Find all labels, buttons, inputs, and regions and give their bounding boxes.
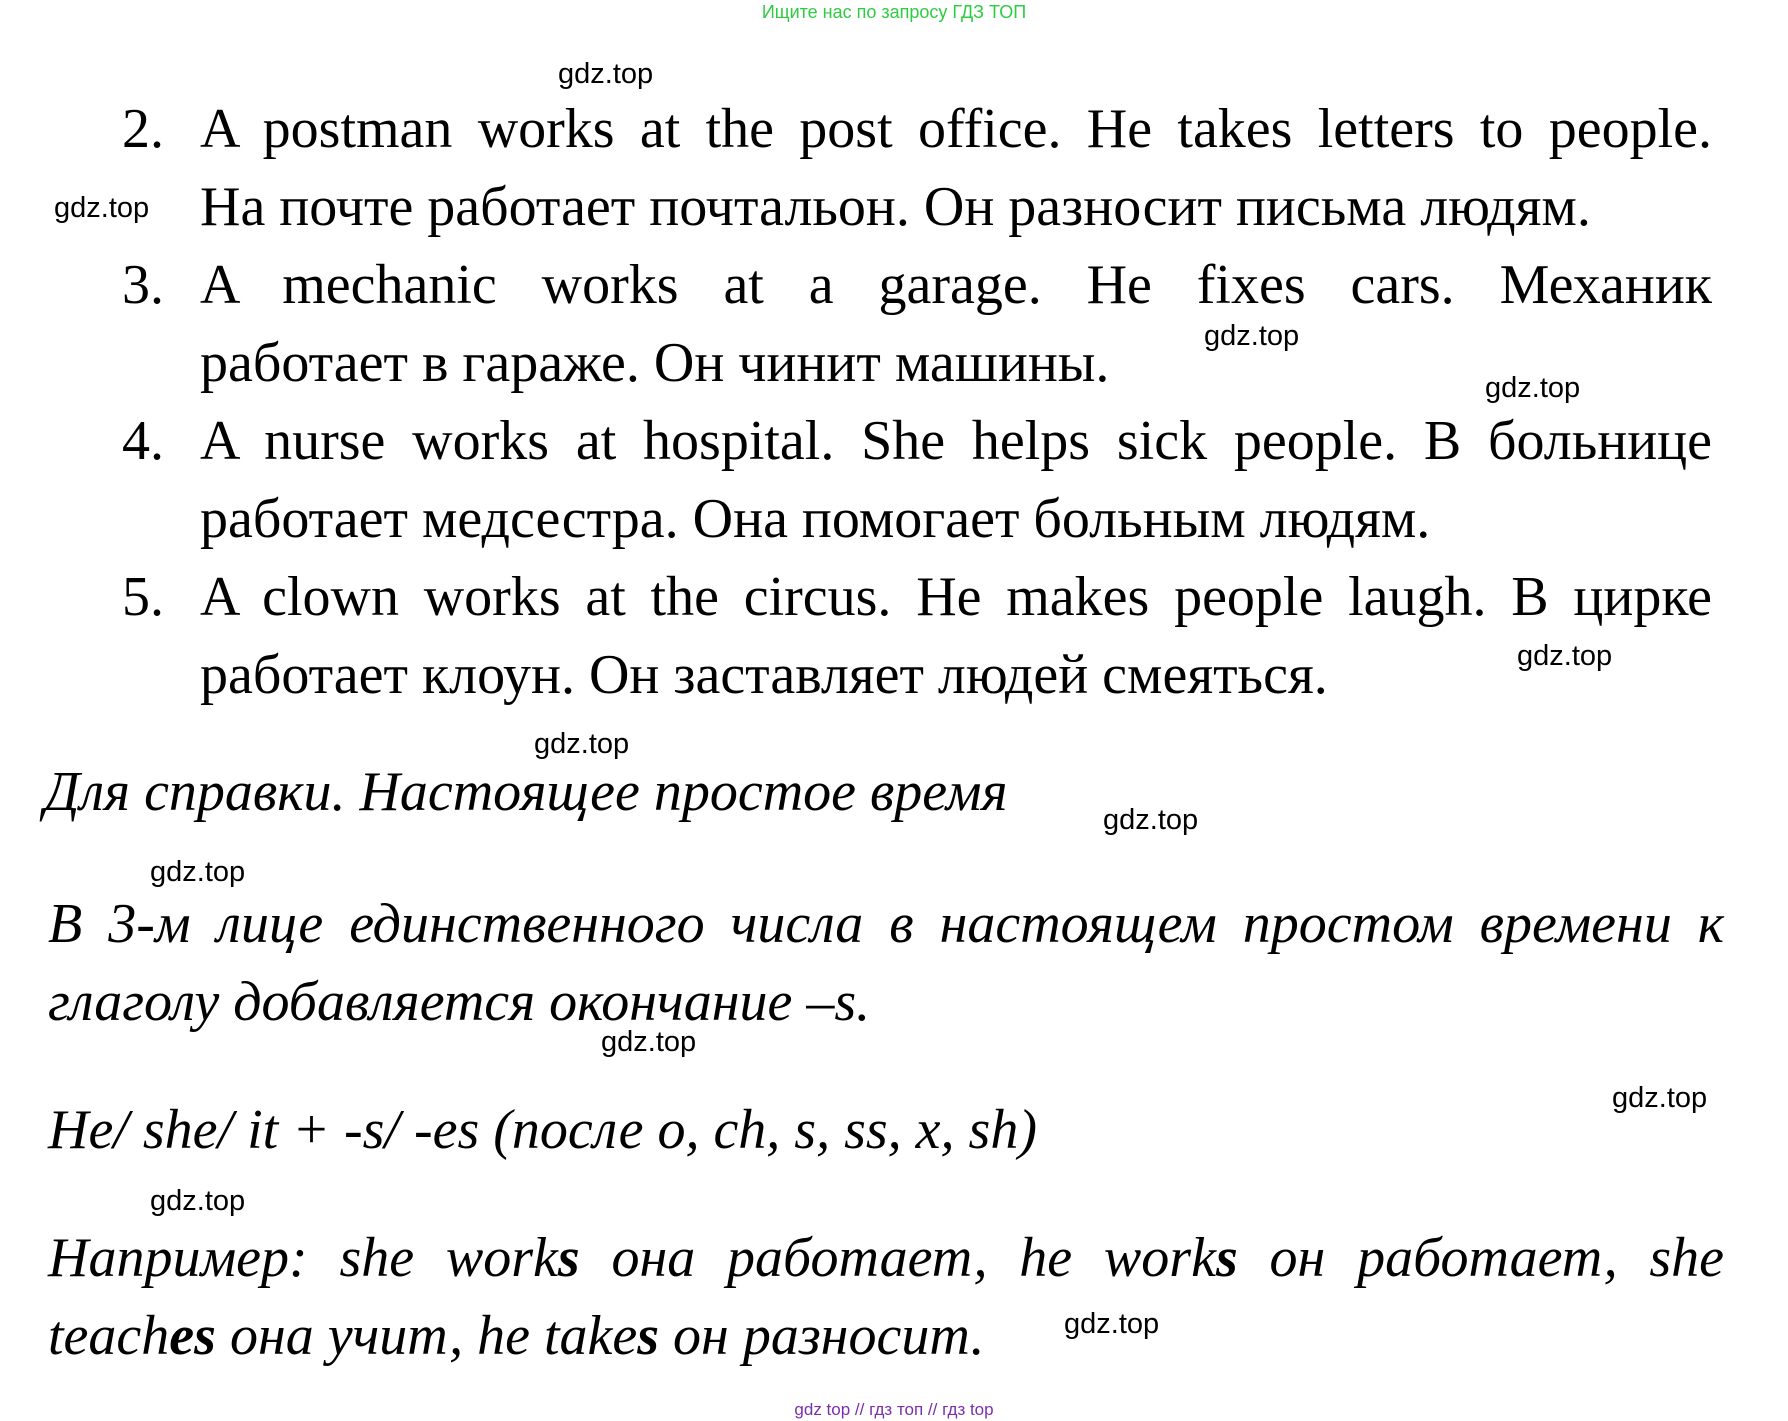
reference-heading: Для справки. Настоящее простое время	[44, 761, 1008, 823]
example-suffix: s	[1215, 1227, 1238, 1289]
watermark: gdz.top	[54, 192, 150, 224]
formula: He/ she/ it + -s/ -es (после o, ch, s, ss, x, sh)	[48, 1099, 1037, 1161]
list-item	[0, 90, 1712, 246]
item-number: 3.	[122, 254, 164, 316]
item-line: работает медсестра. Она помогает больным людям.	[200, 488, 1431, 550]
watermark: gdz.top	[1204, 320, 1300, 352]
item-line: На почте работает почтальон. Он разносит письма людям.	[200, 176, 1591, 238]
example-suffix: s	[557, 1227, 580, 1289]
item-line: A clown works at the circus. He makes people laugh. В цирке	[200, 566, 1712, 628]
list-item	[0, 558, 1712, 714]
item-line: A nurse works at hospital. She helps sick people. В больнице	[200, 410, 1712, 472]
watermark: gdz.top	[558, 58, 654, 90]
list-item	[0, 402, 1712, 558]
item-line: A mechanic works at a garage. He fixes cars. Механик	[200, 254, 1712, 316]
rule-line: В 3-м лице единственного числа в настоящем простом времени к	[48, 893, 1724, 955]
watermark: gdz.top	[1517, 640, 1613, 672]
watermark: gdz.top	[1103, 804, 1199, 836]
example-suffix: es	[169, 1305, 216, 1367]
example-suffix: s	[637, 1305, 660, 1367]
example-text: она учит, he take	[215, 1305, 638, 1367]
item-line: работает клоун. Он заставляет людей смеяться.	[200, 644, 1328, 706]
rule-line: глаголу добавляется окончание –s.	[48, 971, 871, 1033]
watermark: gdz.top	[601, 1026, 697, 1058]
example-text: она работает, he work	[579, 1227, 1216, 1289]
item-line: работает в гараже. Он чинит машины.	[200, 332, 1110, 394]
watermark: gdz.top	[1612, 1082, 1708, 1114]
watermark: gdz.top	[150, 856, 246, 888]
example-line	[48, 1226, 1724, 1290]
example-text: он разносит.	[659, 1305, 985, 1367]
example-text: он работает, she	[1237, 1227, 1724, 1289]
watermark: gdz.top	[1064, 1308, 1160, 1340]
example-text: teach	[48, 1305, 170, 1367]
item-number: 5.	[122, 566, 164, 628]
footer: gdz top // гдз топ // гдз top	[794, 1400, 994, 1419]
example-line	[48, 1304, 984, 1368]
item-number: 2.	[122, 98, 164, 160]
watermark: gdz.top	[150, 1185, 246, 1217]
list-item	[0, 246, 1712, 402]
item-number: 4.	[122, 410, 164, 472]
watermark: gdz.top	[534, 728, 630, 760]
item-line: A postman works at the post office. He takes letters to people.	[200, 98, 1712, 160]
top-banner: Ищите нас по запросу ГДЗ ТОП	[761, 2, 1027, 22]
example-text: Например: she work	[48, 1227, 558, 1289]
numbered-list	[0, 90, 1788, 714]
watermark: gdz.top	[1485, 372, 1581, 404]
